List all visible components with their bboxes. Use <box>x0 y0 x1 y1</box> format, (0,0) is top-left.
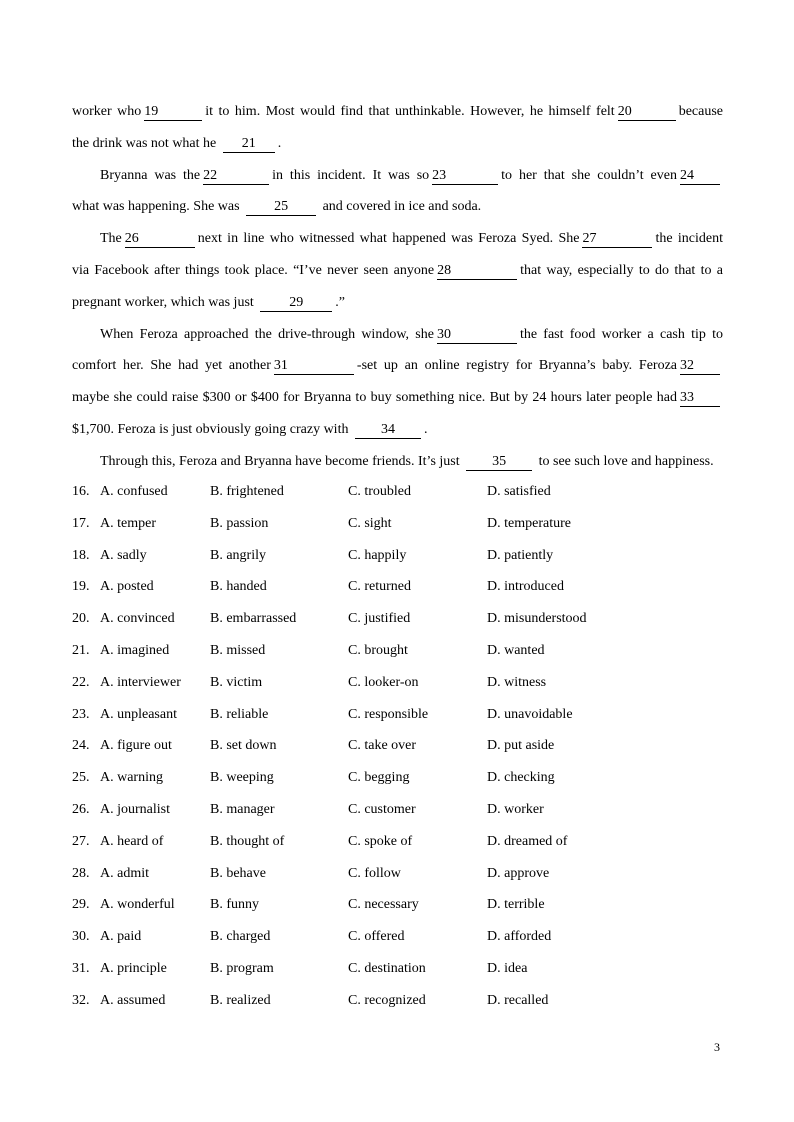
question-number: 21. <box>72 642 90 658</box>
passage-line <box>72 191 723 223</box>
passage-text: The <box>100 231 122 247</box>
passage-line <box>72 160 723 192</box>
blank-26: 26 <box>125 231 195 248</box>
passage-line <box>72 96 723 128</box>
option-b: B. frightened <box>210 484 284 499</box>
question-number: 16. <box>72 484 90 499</box>
passage-text: Through this, Feroza and Bryanna have become friends. It’s just <box>100 453 460 469</box>
passage-text: the fast food worker a cash tip to <box>519 326 724 342</box>
option-c: C. returned <box>348 579 411 595</box>
option-a: A. principle <box>100 960 167 976</box>
blank-24: 24 <box>680 168 720 185</box>
option-d: D. satisfied <box>487 484 551 499</box>
question-number: 20. <box>72 611 90 627</box>
passage-text: and covered in ice and soda. <box>322 199 482 215</box>
blank-22: 22 <box>203 168 269 185</box>
option-d: D. checking <box>487 770 555 786</box>
passage-text: . <box>423 421 428 437</box>
passage-line <box>72 382 723 414</box>
question-row-29 <box>72 889 723 921</box>
option-d: D. patiently <box>487 547 554 563</box>
page-number: 3 <box>714 1040 720 1054</box>
question-number: 28. <box>72 865 90 881</box>
passage-text: it to him. Most would find that unthinkable. However, he himself felt <box>205 104 615 119</box>
blank-35: 35 <box>466 454 532 471</box>
option-b: B. program <box>210 960 274 976</box>
option-c: C. follow <box>348 865 401 881</box>
passage-text: because <box>678 104 723 119</box>
option-a: A. warning <box>100 770 163 786</box>
option-a: A. convinced <box>100 611 175 627</box>
option-c: C. justified <box>348 611 411 627</box>
passage-line <box>72 287 723 319</box>
option-a: A. imagined <box>100 642 170 658</box>
passage-text: in this incident. It was so <box>272 167 430 183</box>
option-a: A. paid <box>100 929 142 945</box>
question-number: 32. <box>72 992 90 1008</box>
option-a: A. posted <box>100 579 154 595</box>
question-number: 29. <box>72 897 90 913</box>
option-a: A. confused <box>100 484 168 499</box>
option-c: C. brought <box>348 642 408 658</box>
option-a: A. heard of <box>100 833 164 849</box>
passage-text: maybe she could raise $300 or $400 for Bryanna to buy something nice. But by 24 hours later people had <box>72 390 677 406</box>
option-b: B. handed <box>210 579 267 595</box>
option-a: A. admit <box>100 865 149 881</box>
option-a: A. temper <box>100 515 156 531</box>
option-b: B. behave <box>210 865 266 881</box>
option-b: B. set down <box>210 738 277 754</box>
option-d: D. unavoidable <box>487 706 573 722</box>
option-a: A. assumed <box>100 992 166 1008</box>
question-row-31 <box>72 953 723 985</box>
option-b: B. charged <box>210 929 271 945</box>
option-c: C. looker-on <box>348 674 419 690</box>
passage-text: that way, especially to do that to a <box>520 262 723 278</box>
passage-line <box>72 128 723 160</box>
passage-line <box>72 223 723 255</box>
option-c: C. begging <box>348 770 410 786</box>
question-number: 27. <box>72 833 90 849</box>
option-c: C. customer <box>348 801 416 817</box>
blank-29: 29 <box>260 295 332 312</box>
question-number: 22. <box>72 674 90 690</box>
blank-21: 21 <box>223 136 275 153</box>
passage-text: Bryanna was the <box>100 167 201 183</box>
blank-31: 31 <box>274 358 354 375</box>
passage-line <box>72 446 723 478</box>
passage-text: comfort her. She had yet another <box>72 358 271 374</box>
option-c: C. troubled <box>348 484 411 499</box>
option-d: D. approve <box>487 865 550 881</box>
option-d: D. put aside <box>487 738 555 754</box>
question-number: 19. <box>72 579 90 595</box>
blank-25: 25 <box>246 199 316 216</box>
blank-28: 28 <box>437 263 517 280</box>
question-number: 31. <box>72 960 90 976</box>
question-row-18 <box>72 540 723 572</box>
blank-20: 20 <box>618 104 676 121</box>
option-a: A. sadly <box>100 547 147 563</box>
option-d: D. idea <box>487 960 528 976</box>
option-d: D. temperature <box>487 515 571 531</box>
question-number: 24. <box>72 738 90 754</box>
option-d: D. afforded <box>487 929 552 945</box>
blank-19: 19 <box>144 104 202 121</box>
option-c: C. recognized <box>348 992 426 1008</box>
option-c: C. destination <box>348 960 426 976</box>
passage-text: to see such love and happiness. <box>538 453 714 469</box>
question-row-16 <box>72 476 723 508</box>
option-c: C. take over <box>348 738 417 754</box>
passage-text: what was happening. She was <box>72 199 240 215</box>
option-b: B. thought of <box>210 833 285 849</box>
question-row-32 <box>72 985 723 1017</box>
question-number: 30. <box>72 929 90 945</box>
option-c: C. responsible <box>348 706 429 722</box>
option-a: A. interviewer <box>100 674 181 690</box>
passage-text: . <box>277 135 282 151</box>
option-c: C. necessary <box>348 897 419 913</box>
option-c: C. happily <box>348 547 407 563</box>
question-row-28 <box>72 858 723 890</box>
passage-line <box>72 255 723 287</box>
option-a: A. wonderful <box>100 897 175 913</box>
option-d: D. terrible <box>487 897 545 913</box>
question-row-24 <box>72 730 723 762</box>
option-b: B. angrily <box>210 547 266 563</box>
blank-30: 30 <box>437 327 517 344</box>
blank-32: 32 <box>680 358 720 375</box>
question-row-17 <box>72 508 723 540</box>
question-row-23 <box>72 699 723 731</box>
passage-text: .” <box>335 294 345 310</box>
question-number: 25. <box>72 770 90 786</box>
blank-27: 27 <box>582 231 652 248</box>
option-b: B. realized <box>210 992 271 1008</box>
passage-text: $1,700. Feroza is just obviously going crazy with <box>72 421 349 437</box>
option-d: D. worker <box>487 801 544 817</box>
question-number: 26. <box>72 801 90 817</box>
question-row-19 <box>72 571 723 603</box>
blank-33: 33 <box>680 390 720 407</box>
option-d: D. witness <box>487 674 547 690</box>
question-number: 23. <box>72 706 90 722</box>
option-d: D. dreamed of <box>487 833 568 849</box>
option-b: B. funny <box>210 897 259 913</box>
passage-text: via Facebook after things took place. “I’ve never seen anyone <box>72 262 435 278</box>
option-b: B. passion <box>210 515 269 531</box>
question-number: 18. <box>72 547 90 563</box>
question-row-22 <box>72 667 723 699</box>
option-c: C. offered <box>348 929 405 945</box>
passage-text: When Feroza approached the drive-through window, she <box>100 326 434 342</box>
passage-text: the incident <box>655 231 724 247</box>
blank-23: 23 <box>432 168 498 185</box>
cloze-passage <box>72 96 723 478</box>
passage-text: pregnant worker, which was just <box>72 294 254 310</box>
question-row-21 <box>72 635 723 667</box>
passage-text: the drink was not what he <box>72 135 217 151</box>
option-a: A. journalist <box>100 801 170 817</box>
question-row-30 <box>72 921 723 953</box>
passage-line <box>72 319 723 351</box>
option-b: B. missed <box>210 642 266 658</box>
option-c: C. sight <box>348 515 392 531</box>
option-d: D. introduced <box>487 579 564 595</box>
option-d: D. misunderstood <box>487 611 587 627</box>
option-d: D. recalled <box>487 992 549 1008</box>
passage-text: -set up an online registry for Bryanna’s baby. Feroza <box>356 358 678 374</box>
answer-options <box>72 476 723 1017</box>
option-b: B. embarrassed <box>210 611 297 627</box>
option-b: B. victim <box>210 674 263 690</box>
option-c: C. spoke of <box>348 833 413 849</box>
question-row-27 <box>72 826 723 858</box>
passage-text: next in line who witnessed what happened was Feroza Syed. She <box>197 231 580 247</box>
question-row-26 <box>72 794 723 826</box>
passage-line <box>72 414 723 446</box>
passage-text: worker who <box>72 104 142 119</box>
passage-text: to her that she couldn’t even <box>501 167 677 183</box>
option-a: A. unpleasant <box>100 706 177 722</box>
option-d: D. wanted <box>487 642 545 658</box>
question-row-20 <box>72 603 723 635</box>
option-b: B. reliable <box>210 706 269 722</box>
blank-34: 34 <box>355 422 421 439</box>
option-a: A. figure out <box>100 738 172 754</box>
option-b: B. weeping <box>210 770 274 786</box>
passage-line <box>72 350 723 382</box>
option-b: B. manager <box>210 801 275 817</box>
question-number: 17. <box>72 515 90 531</box>
question-row-25 <box>72 762 723 794</box>
